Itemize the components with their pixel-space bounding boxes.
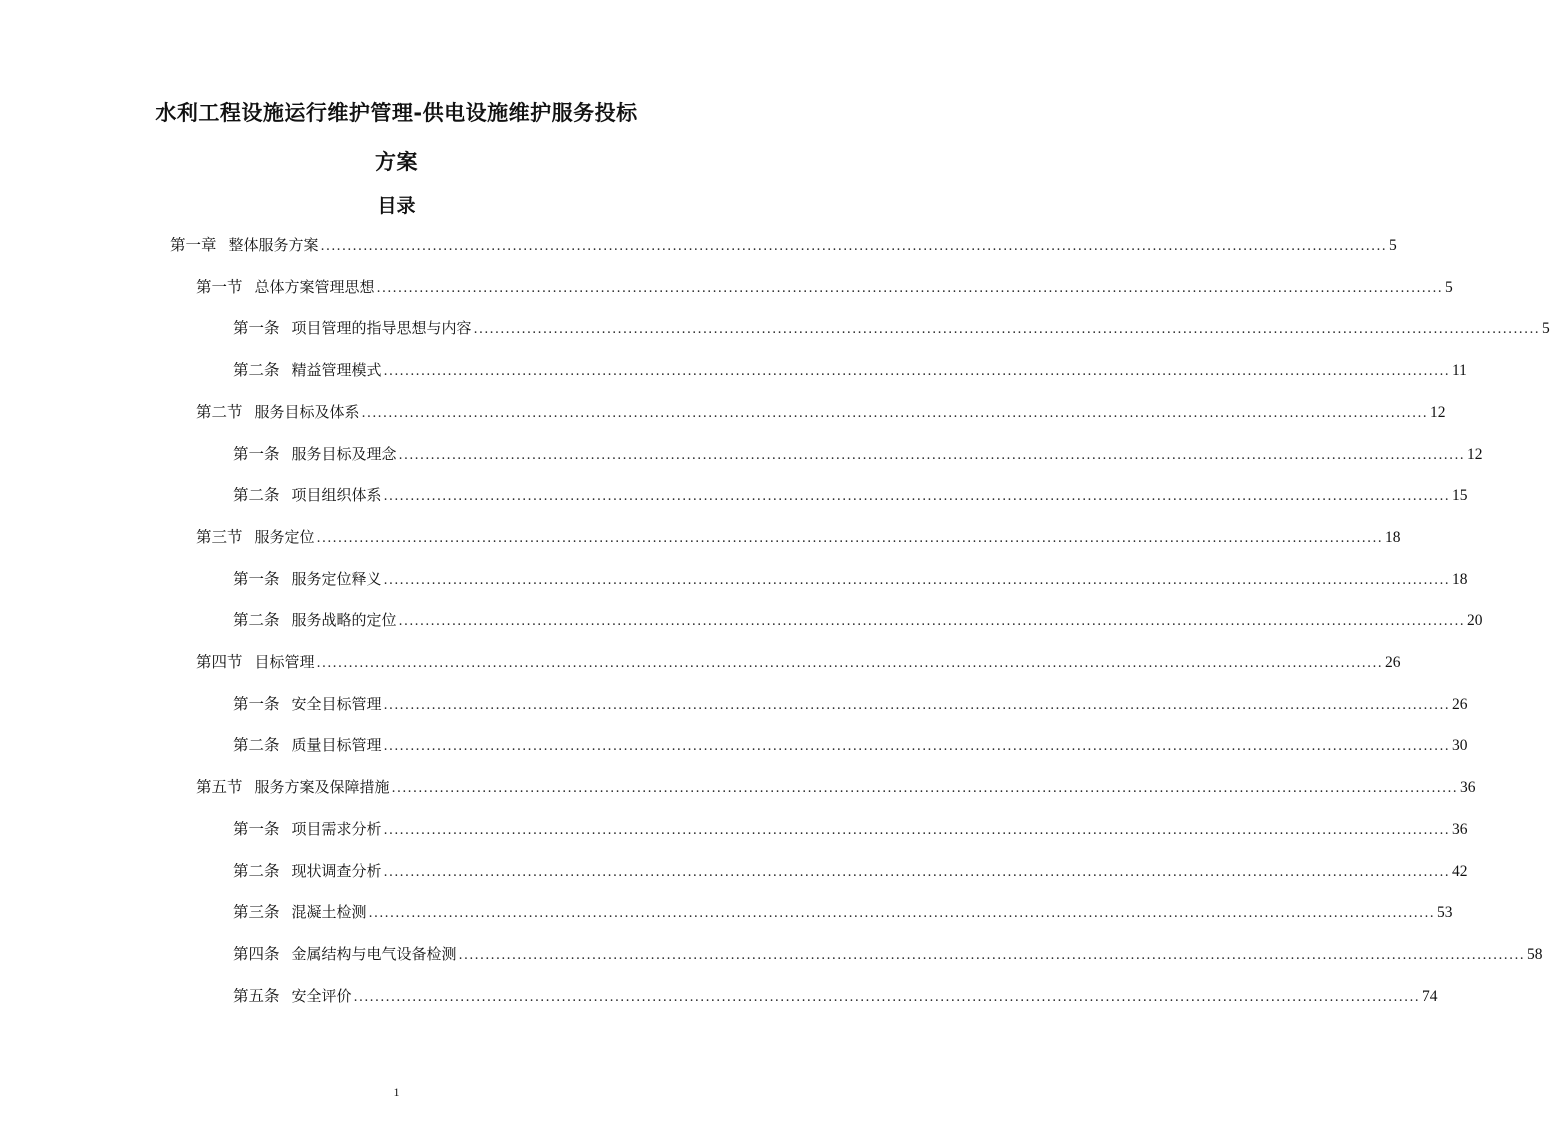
toc-entry-page: 5 — [1389, 237, 1397, 254]
toc-entry[interactable] — [233, 901, 1453, 923]
toc-entry-number: 第一条 — [233, 694, 280, 713]
toc-entry-title: 金属结构与电气设备检测 — [291, 944, 457, 963]
document-title-line-1: 水利工程设施运行维护管理-供电设施维护服务投标 — [155, 101, 638, 125]
toc-entry-title: 服务目标及体系 — [254, 402, 360, 421]
toc-entry-number: 第一条 — [233, 569, 280, 588]
toc-entry-page: 26 — [1385, 654, 1401, 671]
toc-entry-title: 服务方案及保障措施 — [254, 778, 390, 797]
toc-entry-page: 26 — [1452, 695, 1468, 713]
toc-entry-title: 安全评价 — [291, 986, 352, 1005]
toc-heading: 目录 — [377, 195, 416, 217]
toc-entry[interactable] — [233, 359, 1467, 381]
toc-entry-title: 现状调查分析 — [291, 861, 382, 880]
toc-entry[interactable] — [196, 276, 1453, 298]
toc-entry-page: 11 — [1452, 362, 1467, 380]
toc-entry[interactable] — [233, 484, 1468, 506]
toc-entry-page: 74 — [1422, 987, 1438, 1005]
toc-entry-number: 第二条 — [233, 861, 280, 880]
toc-entry-title: 质量目标管理 — [291, 736, 382, 755]
toc-entry[interactable] — [233, 693, 1468, 715]
toc-dot-leader: ........................................................................................................................................................................................................ — [458, 947, 1525, 963]
toc-entry-title: 项目管理的指导思想与内容 — [291, 319, 472, 338]
toc-entry[interactable] — [233, 818, 1468, 840]
page-number: 1 — [393, 1085, 400, 1099]
toc-entry-page: 5 — [1542, 320, 1550, 338]
toc-entry-page: 58 — [1527, 945, 1543, 963]
toc-entry-number: 第一条 — [233, 319, 280, 338]
toc-entry-number: 第一章 — [170, 236, 217, 254]
toc-entry-title: 整体服务方案 — [228, 236, 319, 254]
toc-dot-leader: ........................................................................................................................................................................................................ — [473, 322, 1540, 338]
toc-entry-title: 精益管理模式 — [291, 361, 382, 380]
toc-entry-number: 第二条 — [233, 361, 280, 380]
document-title-line-2: 方案 — [375, 150, 418, 174]
toc-entry-page: 30 — [1452, 737, 1468, 755]
toc-entry[interactable] — [196, 776, 1476, 798]
toc-entry-number: 第一条 — [233, 819, 280, 838]
toc-entry-page: 18 — [1385, 528, 1401, 546]
toc-entry-page: 36 — [1452, 820, 1468, 838]
toc-dot-leader: ........................................................................................................................................................................................................ — [383, 364, 1450, 380]
toc-entry-title: 目标管理 — [254, 653, 315, 671]
toc-entry-title: 服务定位释义 — [291, 569, 382, 588]
toc-entry-number: 第四条 — [233, 944, 280, 963]
toc-entry-number: 第二条 — [233, 611, 280, 630]
toc-dot-leader: ........................................................................................................................................................................................................ — [391, 781, 1458, 797]
toc-entry-title: 混凝土检测 — [291, 903, 367, 922]
toc-entry-number: 第二条 — [233, 736, 280, 755]
toc-entry-number: 第五条 — [233, 986, 280, 1005]
toc-dot-leader: ........................................................................................................................................................................................................ — [383, 697, 1450, 713]
toc-entry[interactable] — [233, 568, 1468, 590]
toc-entry-number: 第四节 — [196, 653, 243, 671]
toc-dot-leader: ........................................................................................................................................................................................................ — [383, 822, 1450, 838]
toc-dot-leader: ........................................................................................................................................................................................................ — [398, 614, 1465, 630]
toc-dot-leader: ........................................................................................................................................................................................................ — [353, 989, 1420, 1005]
toc-entry[interactable] — [196, 526, 1401, 548]
toc-dot-leader: ........................................................................................................................................................................................................ — [383, 864, 1450, 880]
toc-entry-title: 安全目标管理 — [291, 694, 382, 713]
toc-entry[interactable] — [233, 943, 1543, 965]
toc-entry-page: 53 — [1437, 904, 1453, 922]
toc-entry-title: 服务战略的定位 — [291, 611, 397, 630]
toc-dot-leader: ........................................................................................................................................................................................................ — [316, 656, 1383, 671]
toc-entry[interactable] — [170, 234, 1397, 256]
toc-entry-number: 第三节 — [196, 527, 243, 546]
toc-entry-title: 总体方案管理思想 — [254, 277, 375, 296]
toc-dot-leader: ........................................................................................................................................................................................................ — [361, 405, 1428, 421]
toc-entry[interactable] — [196, 651, 1401, 673]
toc-entry-page: 42 — [1452, 862, 1468, 880]
toc-dot-leader: ........................................................................................................................................................................................................ — [383, 572, 1450, 588]
toc-entry[interactable] — [196, 401, 1446, 423]
toc-entry-title: 服务目标及理念 — [291, 444, 397, 463]
toc-entry-number: 第一条 — [233, 444, 280, 463]
toc-entry-page: 15 — [1452, 487, 1468, 505]
toc-entry-number: 第一节 — [196, 277, 243, 296]
toc-entry-title: 服务定位 — [254, 527, 315, 546]
toc-entry[interactable] — [233, 985, 1438, 1007]
toc-entry-page: 5 — [1445, 278, 1453, 296]
toc-entry[interactable] — [233, 317, 1550, 339]
toc-entry-number: 第二节 — [196, 402, 243, 421]
toc-entry-page: 12 — [1467, 445, 1483, 463]
toc-dot-leader: ........................................................................................................................................................................................................ — [383, 489, 1450, 505]
toc-dot-leader: ........................................................................................................................................................................................................ — [368, 906, 1435, 922]
toc-dot-leader: ........................................................................................................................................................................................................ — [398, 447, 1465, 463]
toc-entry[interactable] — [233, 734, 1468, 756]
toc-dot-leader: ........................................................................................................................................................................................................ — [320, 239, 1387, 254]
toc-entry-number: 第三条 — [233, 903, 280, 922]
toc-entry-page: 20 — [1467, 612, 1483, 630]
toc-dot-leader: ........................................................................................................................................................................................................ — [383, 739, 1450, 755]
toc-entry[interactable] — [233, 609, 1483, 631]
toc-entry-number: 第二条 — [233, 486, 280, 505]
toc-dot-leader: ........................................................................................................................................................................................................ — [376, 280, 1443, 296]
toc-entry-page: 18 — [1452, 570, 1468, 588]
toc-entry[interactable] — [233, 443, 1483, 465]
toc-entry-title: 项目组织体系 — [291, 486, 382, 505]
toc-entry-page: 36 — [1460, 779, 1476, 797]
toc-entry-page: 12 — [1430, 403, 1446, 421]
toc-entry-title: 项目需求分析 — [291, 819, 382, 838]
toc-dot-leader: ........................................................................................................................................................................................................ — [316, 530, 1383, 546]
toc-entry[interactable] — [233, 860, 1468, 882]
toc-entry-number: 第五节 — [196, 778, 243, 797]
